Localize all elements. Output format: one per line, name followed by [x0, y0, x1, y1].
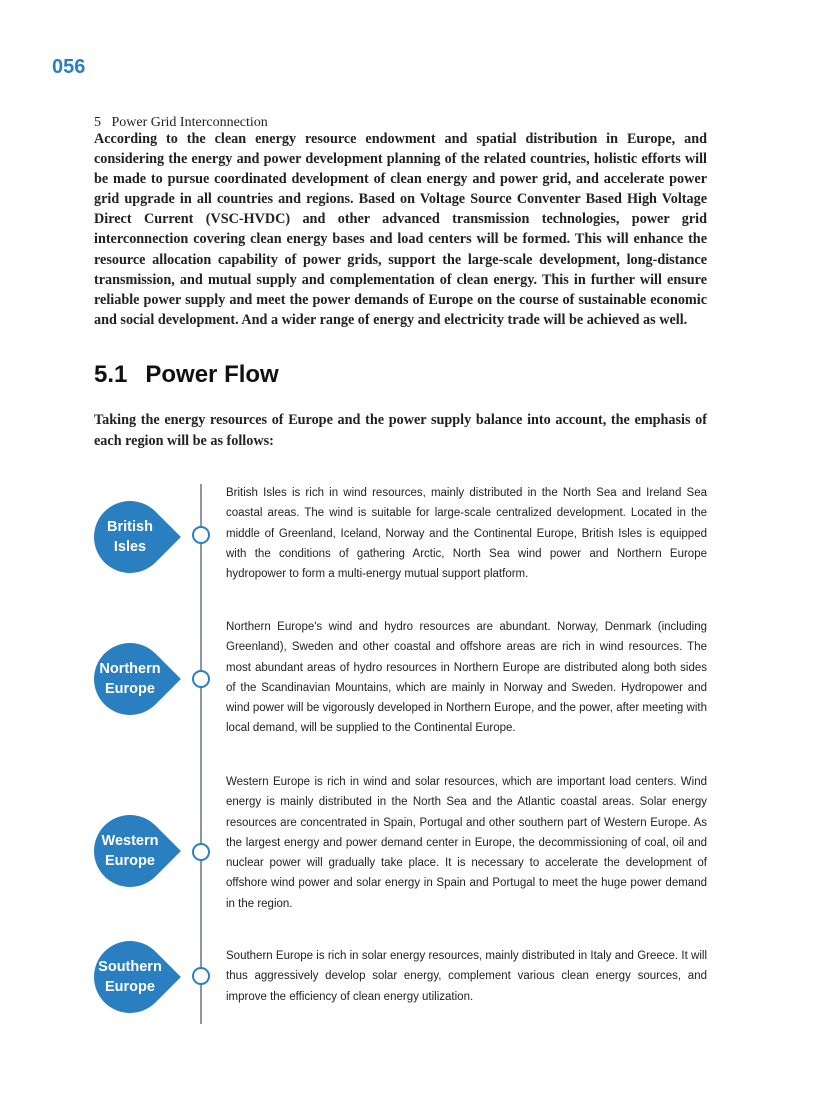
region-text: Northern Europe's wind and hydro resources are abundant. Norway, Denmark (including Greenland), Sweden and other coastal and offshore areas are rich in wind resources. The most abundant areas of hydro resources in Northern Europe are distributed along both sides of the Scandinavian Mountains, which are mainly in Norway and Sweden. Hydropower and wind power will be vigorously developed in Northern Europe, and the power, after meeting with local demand, will be supplied to the Continental Europe.: [226, 621, 707, 735]
intro-paragraph: According to the clean energy resource endowment and spatial distribution in Europe, and considering the energy and power development planning of the related countries, holistic efforts will be made to pursue coordinated development of clean energy and power grid, and accelerate power grid upgrade in all countries and regions. Based on Voltage Source Conventer Based High Voltage Direct Current (VSC-HVDC) and other advanced transmission technologies, power grid interconnection covering clean energy bases and load centers will be formed. This will enhance the resource allocation capability of power grids, support the large-scale development, long-distance transmission, and mutual supply and complementation of clean energy. This in further will ensure reliable power supply and meet the power demands of Europe on the course of sustainable economic and social development. And a wider range of energy and electricity trade will be achieved as well.: [94, 131, 707, 328]
region-label: Northern Europe: [99, 661, 161, 697]
region-label: Southern Europe: [98, 959, 162, 995]
region-text: British Isles is rich in wind resources, mainly distributed in the North Sea and Ireland Sea coastal areas. The wind is suitable for large-scale centralized development. Located in the middle of Greenland, Iceland, Norway and the Continental Europe, British Isles is equipped with the conditions of gathering Arctic, North Sea wind power and Northern Europe hydropower to form a multi-energy mutual support platform.: [226, 487, 707, 581]
lead-paragraph: Taking the energy resources of Europe and the power supply balance into account, the emphasis of each region will be as follows:: [94, 412, 707, 449]
timeline-node-icon: [192, 526, 210, 544]
page-number: 056: [52, 56, 86, 78]
timeline-node-icon: [192, 967, 210, 985]
section-heading: [94, 361, 297, 389]
chapter-number: 5: [94, 115, 101, 130]
timeline-node-icon: [192, 843, 210, 861]
region-text: Western Europe is rich in wind and solar resources, which are important load centers. Wind energy is mainly distributed in the North Sea and the Atlantic coastal areas. Solar energy resources are concentrated in Spain, Portugal and other southern part of Western Europe. As the largest energy and power demand center in Europe, the decommissioning of coal, oil and nuclear power will gradually take place. It is necessary to accelerate the development of offshore wind power and solar energy in Spain and Portugal to meet the huge power demand in the region.: [226, 776, 707, 910]
region-label: Western Europe: [101, 833, 159, 869]
section-title: Power Flow: [145, 361, 279, 388]
region-label: British Isles: [107, 519, 153, 555]
section-number: 5.1: [94, 361, 128, 388]
timeline-line: [200, 484, 202, 1024]
timeline-node-icon: [192, 670, 210, 688]
region-text: Southern Europe is rich in solar energy resources, mainly distributed in Italy and Greece. It will thus aggressively develop solar energy, complement various clean energy sources, and improve the efficiency of clean energy utilization.: [226, 950, 707, 1003]
chapter-title: Power Grid Interconnection: [111, 115, 268, 130]
